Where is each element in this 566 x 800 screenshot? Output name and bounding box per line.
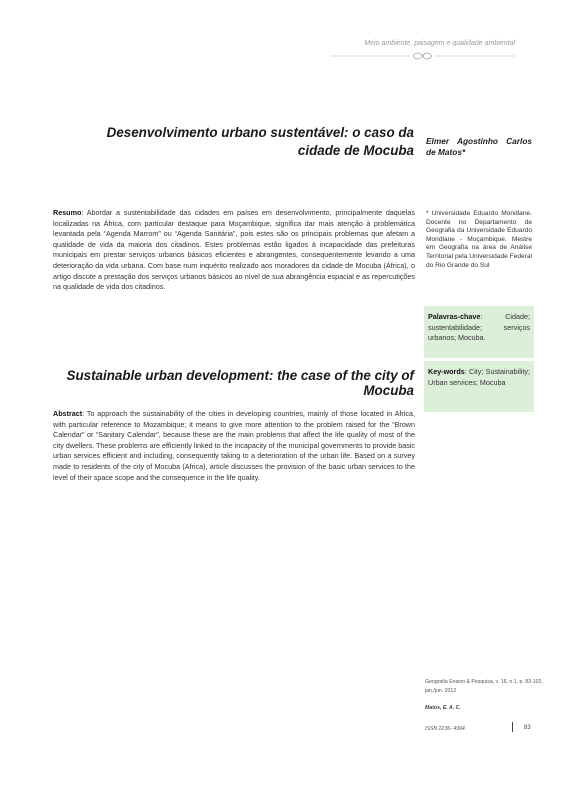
keywords-en-label: Key-words <box>428 367 465 376</box>
page-number: 83 <box>524 725 531 731</box>
issn-label: ISSN 2236- 4994 <box>425 726 465 732</box>
journal-citation: Geografia Ensino & Pesquisa, v. 16, n.1, p. 83-102, jan./jun. 2012 <box>425 679 543 694</box>
footer-separator <box>512 722 513 732</box>
resumo-label: Resumo <box>53 208 82 217</box>
keywords-pt-text: : Cidade; sustentabilidade; serviços urbanos; Mocuba. <box>428 312 530 342</box>
resumo-text: : Abordar a sustentabilidade das cidades em países em desenvolvimento, principalmente daquelas localizadas na África, com particular destaque para Moçambique, significa dar mais atenção à problemática levantada pela “Agenda Marrom” ou “Agenda Sanitária”, pois estes são os principais problemas que afetam a qualidade de vida da maioria dos citadinos. Estes problemas estão ligados à incapacidade das prefeituras municipais em prestar serviços urbanos básicos eficientes e abrangentes, consequentemente levando a uma deterioração da vida urbana. Com base num inquérito realizado aos moradores da cidade de Mocuba (África), o artigo discute a prestação dos serviços urbanos básicos ao nível de sua abrangência espacial e as repercutições na qualidade de vida dos citadinos. <box>53 208 415 292</box>
keywords-portuguese-box <box>424 306 534 358</box>
keywords-pt-label: Palavras-chave <box>428 312 481 321</box>
abstract-label: Abstract <box>53 409 83 418</box>
author-name: Elmer Agostinho Carlos de Matos* <box>426 136 532 157</box>
footer-author: Matos, E. A. C. <box>425 705 461 711</box>
keywords-en-text: : City; Sustainability; Urban services; Mocuba <box>428 367 530 387</box>
abstract-paragraph <box>53 409 415 483</box>
running-head: Meio ambiente, paisagem e qualidade ambiental <box>364 40 515 47</box>
keywords-english-box <box>424 361 534 412</box>
decorative-divider-icon <box>330 51 515 61</box>
abstract-text: : To approach the sustainability of the cities in developing countries, mainly of those located in Africa, with particular reference to Mozambique; it means to give more attention to the problem raised for the “Brown Calendar” or “Sanitary Calendar”, because these are the main problems that affect the life quality of most of the city dwellers. These problems are efficiently linked to the incapacity of the municipal governments to provide basic urban services efficient and including, consequently taking to a deterioration of the urban life. Based on a survey made to residents of the city of Mocuba (Africa), article discusses the provision of the basic urban services to the level of their space scope and the consequence in the life quality. <box>53 409 415 482</box>
resumo-paragraph <box>53 208 415 293</box>
article-title-portuguese: Desenvolvimento urbano sustentável: o caso da cidade de Mocuba <box>106 125 414 158</box>
article-title-english: Sustainable urban development: the case of the city of Mocuba <box>66 368 414 398</box>
author-affiliation: * Universidade Eduardo Mondlane. Docente no Departamento de Geografia da Universidade Eduardo Mondlane - Moçambique. Mestre em Geografia na área de Análise Territorial pela Universidade Federal do Rio Grande do Sul <box>426 210 532 269</box>
